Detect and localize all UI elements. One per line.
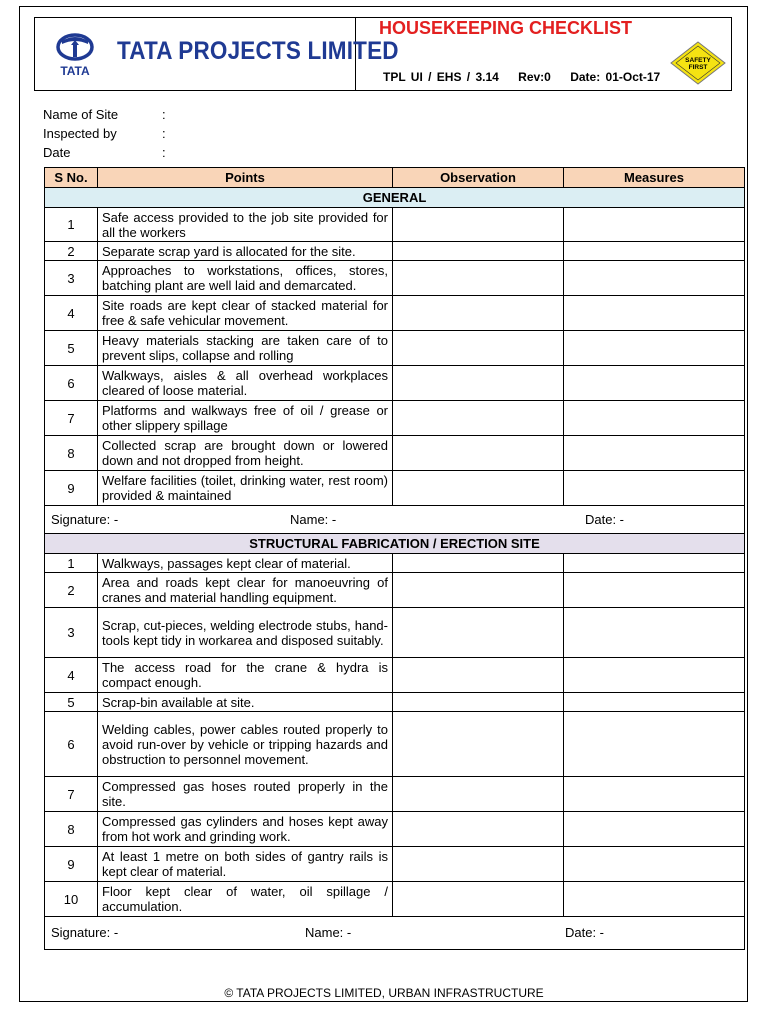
document-header: [34, 17, 732, 91]
item-point: The access road for the crane & hydra is compact enough.: [98, 658, 393, 693]
section-header-row: [45, 188, 745, 208]
item-point: Compressed gas cylinders and hoses kept away from hot work and grinding work.: [98, 812, 393, 847]
signature-cell: [45, 506, 745, 534]
item-point: Collected scrap are brought down or lowered down and not dropped from height.: [98, 436, 393, 471]
observation-cell[interactable]: [393, 331, 564, 366]
observation-cell[interactable]: [393, 261, 564, 296]
measures-cell[interactable]: [564, 436, 745, 471]
signature-label: Signature: -: [51, 512, 119, 527]
name-label: Name: -: [290, 512, 337, 527]
measures-cell[interactable]: [564, 208, 745, 242]
measures-cell[interactable]: [564, 608, 745, 658]
observation-cell[interactable]: [393, 554, 564, 573]
measures-cell[interactable]: [564, 882, 745, 917]
measures-cell[interactable]: [564, 554, 745, 573]
measures-cell[interactable]: [564, 573, 745, 608]
info-colon: :: [162, 107, 166, 122]
item-number: 9: [45, 847, 98, 882]
table-row: [45, 693, 745, 712]
item-point: Welfare facilities (toilet, drinking water, rest room) provided & maintained: [98, 471, 393, 506]
info-label: Name of Site: [43, 107, 119, 122]
item-number: 8: [45, 436, 98, 471]
measures-cell[interactable]: [564, 366, 745, 401]
document-meta: [383, 70, 674, 84]
badge-line-1: SAFETY: [685, 57, 711, 64]
col-points: Points: [98, 168, 393, 188]
item-point: Separate scrap yard is allocated for the site.: [98, 242, 393, 261]
observation-cell[interactable]: [393, 366, 564, 401]
signature-row: [45, 506, 745, 534]
measures-cell[interactable]: [564, 658, 745, 693]
item-number: 1: [45, 208, 98, 242]
observation-cell[interactable]: [393, 573, 564, 608]
badge-line-2: FIRST: [688, 64, 708, 71]
item-number: 4: [45, 658, 98, 693]
item-point: Floor kept clear of water, oil spillage / accumulation.: [98, 882, 393, 917]
item-point: Safe access provided to the job site provided for all the workers: [98, 208, 393, 242]
measures-cell[interactable]: [564, 401, 745, 436]
signature-cell: [45, 917, 745, 950]
table-row: [45, 261, 745, 296]
observation-cell[interactable]: [393, 847, 564, 882]
measures-cell[interactable]: [564, 712, 745, 777]
info-label: Date: [43, 145, 71, 160]
table-row: [45, 777, 745, 812]
observation-cell[interactable]: [393, 471, 564, 506]
date-label: Date: -: [585, 512, 625, 527]
item-number: 6: [45, 366, 98, 401]
table-row: [45, 608, 745, 658]
info-colon: :: [162, 145, 166, 160]
measures-cell[interactable]: [564, 847, 745, 882]
item-point: Site roads are kept clear of stacked material for free & safe vehicular movement.: [98, 296, 393, 331]
table-row: [45, 573, 745, 608]
observation-cell[interactable]: [393, 777, 564, 812]
table-row: [45, 712, 745, 777]
item-number: 3: [45, 261, 98, 296]
name-label: Name: -: [305, 925, 352, 940]
table-row: [45, 331, 745, 366]
item-number: 9: [45, 471, 98, 506]
measures-cell[interactable]: [564, 296, 745, 331]
signature-row: [45, 917, 745, 950]
item-number: 6: [45, 712, 98, 777]
document-code: TPL UI / EHS / 3.14: [383, 70, 499, 84]
item-number: 5: [45, 693, 98, 712]
measures-cell[interactable]: [564, 812, 745, 847]
item-number: 8: [45, 812, 98, 847]
item-point: Platforms and walkways free of oil / grease or other slippery spillage: [98, 401, 393, 436]
observation-cell[interactable]: [393, 658, 564, 693]
measures-cell[interactable]: [564, 242, 745, 261]
item-number: 10: [45, 882, 98, 917]
footer-copyright: © TATA PROJECTS LIMITED, URBAN INFRASTRUCTURE: [224, 986, 544, 1000]
item-point: At least 1 metre on both sides of gantry rails is kept clear of material.: [98, 847, 393, 882]
item-number: 7: [45, 777, 98, 812]
observation-cell[interactable]: [393, 608, 564, 658]
measures-cell[interactable]: [564, 331, 745, 366]
observation-cell[interactable]: [393, 208, 564, 242]
item-number: 3: [45, 608, 98, 658]
table-row: [45, 847, 745, 882]
table-row: [45, 242, 745, 261]
item-point: Scrap, cut-pieces, welding electrode stubs, hand-tools kept tidy in workarea and disposed suitably.: [98, 608, 393, 658]
table-row: [45, 208, 745, 242]
observation-cell[interactable]: [393, 693, 564, 712]
item-number: 4: [45, 296, 98, 331]
section-title: STRUCTURAL FABRICATION / ERECTION SITE: [45, 534, 745, 554]
table-row: [45, 812, 745, 847]
table-row: [45, 401, 745, 436]
observation-cell[interactable]: [393, 812, 564, 847]
company-name: TATA PROJECTS LIMITED: [117, 37, 399, 65]
col-measures: Measures: [564, 168, 745, 188]
item-point: Area and roads kept clear for manoeuvring of cranes and material handling equipment.: [98, 573, 393, 608]
table-row: [45, 882, 745, 917]
item-point: Walkways, aisles & all overhead workplaces cleared of loose material.: [98, 366, 393, 401]
table-row: [45, 296, 745, 331]
info-label: Inspected by: [43, 126, 117, 141]
observation-cell[interactable]: [393, 436, 564, 471]
item-number: 2: [45, 242, 98, 261]
measures-cell[interactable]: [564, 777, 745, 812]
table-row: [45, 471, 745, 506]
info-colon: :: [162, 126, 166, 141]
logo-box: [35, 18, 399, 90]
measures-cell[interactable]: [564, 693, 745, 712]
revision: Rev:0: [518, 70, 551, 84]
observation-cell[interactable]: [393, 242, 564, 261]
logo-text: TATA: [60, 64, 90, 78]
item-point: Scrap-bin available at site.: [98, 693, 393, 712]
section-header-row: [45, 534, 745, 554]
signature-label: Signature: -: [51, 925, 119, 940]
table-header-row: [45, 168, 745, 188]
observation-cell[interactable]: [393, 882, 564, 917]
measures-cell[interactable]: [564, 471, 745, 506]
checklist-table: [44, 167, 745, 950]
col-sno: S No.: [45, 168, 98, 188]
observation-cell[interactable]: [393, 296, 564, 331]
measures-cell[interactable]: [564, 261, 745, 296]
section-title: GENERAL: [45, 188, 745, 208]
table-row: [45, 554, 745, 573]
item-point: Compressed gas hoses routed properly in the site.: [98, 777, 393, 812]
observation-cell[interactable]: [393, 401, 564, 436]
safety-first-icon: [669, 40, 727, 86]
observation-cell[interactable]: [393, 712, 564, 777]
table-row: [45, 366, 745, 401]
item-number: 2: [45, 573, 98, 608]
document-title: HOUSEKEEPING CHECKLIST: [379, 18, 633, 38]
table-row: [45, 436, 745, 471]
date-label: Date: -: [565, 925, 605, 940]
item-point: Heavy materials stacking are taken care of to prevent slips, collapse and rolling: [98, 331, 393, 366]
item-point: Welding cables, power cables routed properly to avoid run-over by vehicle or tripping hazards and obstruction to personnel movement.: [98, 712, 393, 777]
table-row: [45, 658, 745, 693]
item-point: Walkways, passages kept clear of material.: [98, 554, 393, 573]
tata-logo-icon: [53, 31, 97, 87]
item-number: 5: [45, 331, 98, 366]
item-number: 7: [45, 401, 98, 436]
item-point: Approaches to workstations, offices, stores, batching plant are well laid and demarcated.: [98, 261, 393, 296]
col-observation: Observation: [393, 168, 564, 188]
item-number: 1: [45, 554, 98, 573]
document-date: Date: 01-Oct-17: [570, 70, 661, 84]
